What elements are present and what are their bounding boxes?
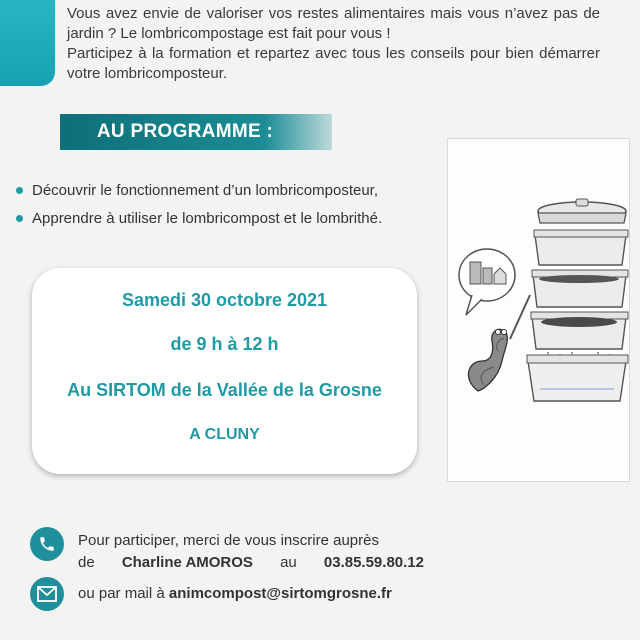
programme-item-2: Apprendre à utiliser le lombricompost et le lombrithé. xyxy=(32,209,383,227)
list-item xyxy=(16,204,382,232)
bullet-icon xyxy=(16,187,23,194)
contact-phone-intro: Pour participer, merci de vous inscrire auprès xyxy=(78,532,379,549)
list-item xyxy=(16,176,382,204)
worm-composter-illustration xyxy=(447,138,630,482)
phone-glyph xyxy=(38,535,56,553)
contact-name: Charline AMOROS xyxy=(121,554,253,571)
intro-line-2: Participez à la formation et repartez avec tous les conseils pour bien démarrer votre lombricomposteur. xyxy=(67,45,600,82)
contact-phone-text xyxy=(78,530,424,574)
envelope-glyph xyxy=(37,586,57,602)
composter-drawing xyxy=(448,139,629,481)
programme-banner: AU PROGRAMME : xyxy=(60,114,332,150)
corner-decoration xyxy=(0,0,55,86)
contact-email[interactable]: animcompost@sirtomgrosne.fr xyxy=(168,585,392,602)
event-info-card xyxy=(32,268,417,474)
event-date: Samedi 30 octobre 2021 xyxy=(121,290,328,310)
programme-item-1: Découvrir le fonctionnement d’un lombricomposteur, xyxy=(32,181,379,199)
intro-text xyxy=(67,4,600,84)
event-city: A CLUNY xyxy=(189,426,260,443)
contact-au: au xyxy=(280,554,297,571)
contact-mail-text xyxy=(78,583,392,605)
contact-de: de xyxy=(78,554,95,571)
phone-icon xyxy=(30,527,64,561)
intro-line-1: Vous avez envie de valoriser vos restes alimentaires mais vous n’avez pas de jardin ? Le lombricompostage est fait pour vous ! xyxy=(67,5,600,42)
contact-mail-prefix: ou par mail à xyxy=(78,585,165,602)
bullet-icon xyxy=(16,215,23,222)
contact-phone-number[interactable]: 03.85.59.80.12 xyxy=(323,554,424,571)
event-time: de 9 h à 12 h xyxy=(170,334,279,354)
programme-list xyxy=(16,176,382,232)
event-place: Au SIRTOM de la Vallée de la Grosne xyxy=(67,380,382,400)
envelope-icon xyxy=(30,577,64,611)
contact-phone-line xyxy=(78,552,424,574)
